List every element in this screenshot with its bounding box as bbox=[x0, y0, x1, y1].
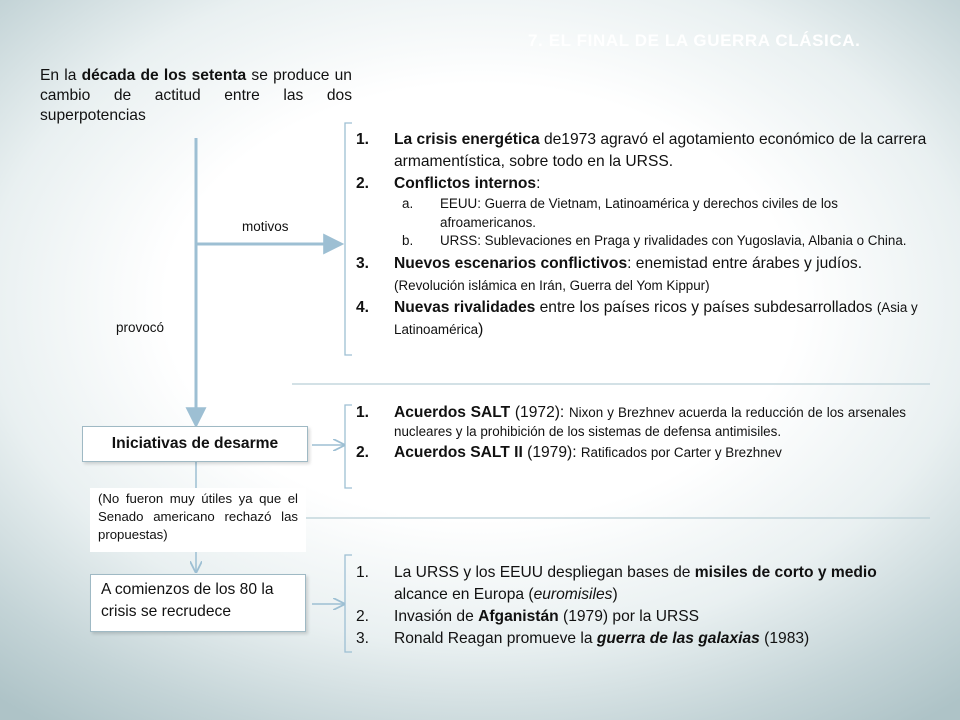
motive-subitem: a. EEUU: Guerra de Vietnam, Latinoamérica y derechos civiles de los afroamericanos. bbox=[402, 196, 838, 230]
eighties-item: 2. Invasión de Afganistán (1979) por la URSS bbox=[356, 608, 700, 625]
eighties-box: A comienzos de los 80 la crisis se recrudece bbox=[90, 574, 306, 632]
motive-item: 2. Conflictos internos: a. EEUU: Guerra de Vietnam, Latinoamérica y derechos civiles de los afroamericanos. b. URSS: Sublevaciones en Praga y rivalidades con Yugoslavia, Albania o China. bbox=[346, 173, 936, 251]
agreement-item: 1. Acuerdos SALT (1972): Nixon y Brezhnev acuerda la reducción de los arsenales nucleares y la prohibición de los sistemas de defensa antimisiles. bbox=[356, 404, 906, 439]
disarmament-list bbox=[346, 403, 906, 462]
motive-item: 3. Nuevos escenarios conflictivos: enemistad entre árabes y judíos. (Revolución islámica en Irán, Guerra del Yom Kippur) bbox=[356, 254, 863, 293]
motive-item: 4. Nuevas rivalidades entre los países ricos y países subdesarrollados (Asia y Latinoamérica) bbox=[356, 298, 918, 338]
motive-item: 1. La crisis energética de1973 agravó el agotamiento económico de la carrera armamentística, sobre todo en la URSS. bbox=[356, 131, 927, 170]
slide-title: 7. EL FINAL DE LA GUERRA CLÁSICA. bbox=[528, 31, 861, 50]
label-provoco: provocó bbox=[116, 320, 165, 335]
eighties-item: 3. Ronald Reagan promueve la guerra de las galaxias (1983) bbox=[356, 630, 810, 647]
disarmament-box: Iniciativas de desarme bbox=[82, 426, 308, 462]
agreement-item: 2. Acuerdos SALT II (1979): Ratificados por Carter y Brezhnev bbox=[356, 444, 782, 461]
motive-subitem: b. URSS: Sublevaciones en Praga y rivalidades con Yugoslavia, Albania o China. bbox=[402, 233, 907, 248]
intro-text: En la década de los setenta se produce un cambio de actitud entre las dos superpotencias bbox=[40, 67, 352, 124]
label-motivos: motivos bbox=[242, 219, 289, 234]
eighties-item: 1. La URSS y los EEUU despliegan bases de misiles de corto y medio alcance en Europa (euromisiles) bbox=[356, 564, 877, 603]
eighties-list bbox=[346, 562, 926, 650]
note-box: (No fueron muy útiles ya que el Senado americano rechazó las propuestas) bbox=[90, 488, 306, 552]
motives-list bbox=[346, 129, 936, 341]
